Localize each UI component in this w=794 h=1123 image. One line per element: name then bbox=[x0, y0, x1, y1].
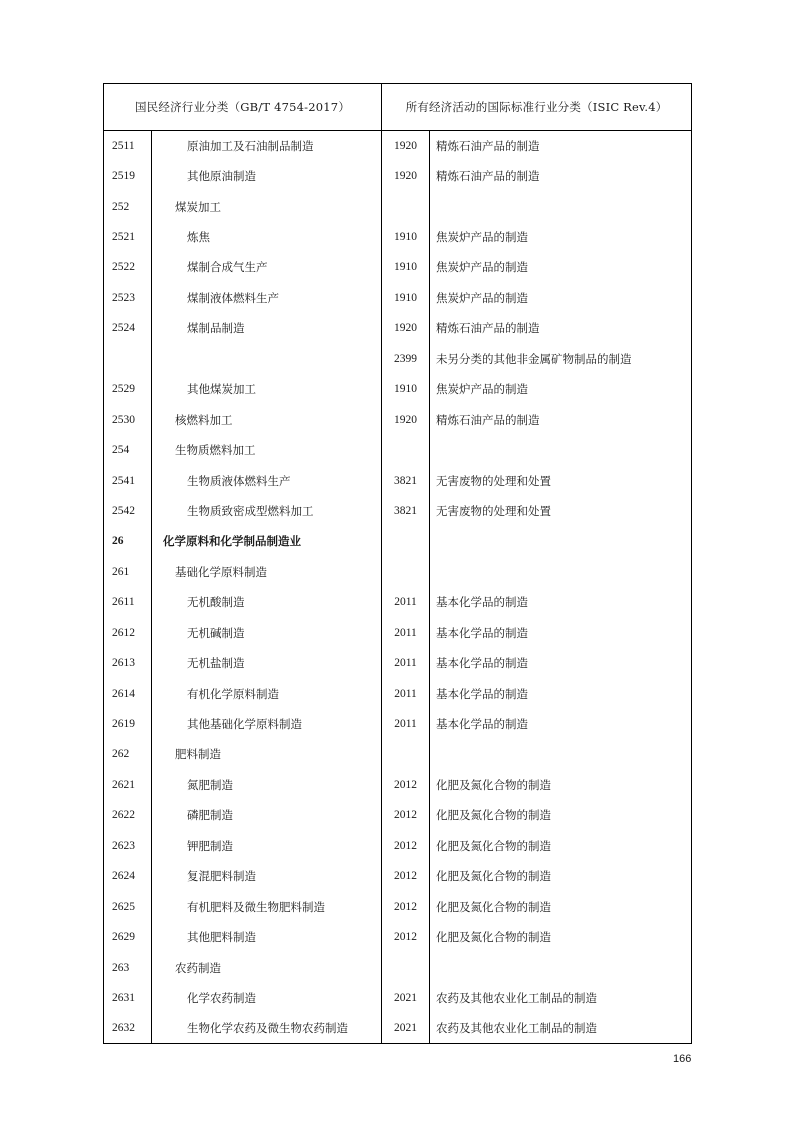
gbt-code: 2530 bbox=[104, 404, 152, 434]
isic-name: 未另分类的其他非金属矿物制品的制造 bbox=[430, 344, 692, 374]
gbt-name: 无机酸制造 bbox=[152, 587, 382, 617]
table-row bbox=[104, 344, 692, 374]
isic-name: 化肥及氮化合物的制造 bbox=[430, 922, 692, 952]
gbt-name: 生物质液体燃料生产 bbox=[152, 465, 382, 495]
isic-code: 2011 bbox=[382, 587, 430, 617]
gbt-name: 钾肥制造 bbox=[152, 831, 382, 861]
table-row bbox=[104, 252, 692, 282]
gbt-code: 2629 bbox=[104, 922, 152, 952]
isic-name: 焦炭炉产品的制造 bbox=[430, 374, 692, 404]
gbt-code: 2612 bbox=[104, 618, 152, 648]
gbt-name: 生物化学农药及微生物农药制造 bbox=[152, 1013, 382, 1043]
gbt-name: 原油加工及石油制品制造 bbox=[152, 131, 382, 161]
isic-name: 精炼石油产品的制造 bbox=[430, 404, 692, 434]
gbt-code: 2613 bbox=[104, 648, 152, 678]
gbt-name: 煤制品制造 bbox=[152, 313, 382, 343]
isic-code: 1910 bbox=[382, 252, 430, 282]
table-row bbox=[104, 404, 692, 434]
gbt-name: 农药制造 bbox=[152, 952, 382, 982]
isic-code: 2011 bbox=[382, 618, 430, 648]
isic-name: 化肥及氮化合物的制造 bbox=[430, 861, 692, 891]
table-row bbox=[104, 313, 692, 343]
gbt-name: 基础化学原料制造 bbox=[152, 557, 382, 587]
isic-name: 精炼石油产品的制造 bbox=[430, 313, 692, 343]
isic-code: 1910 bbox=[382, 374, 430, 404]
gbt-code: 252 bbox=[104, 191, 152, 221]
gbt-name: 煤炭加工 bbox=[152, 191, 382, 221]
gbt-name: 其他肥料制造 bbox=[152, 922, 382, 952]
gbt-code: 2529 bbox=[104, 374, 152, 404]
table-row bbox=[104, 770, 692, 800]
table-row bbox=[104, 161, 692, 191]
isic-code: 2012 bbox=[382, 831, 430, 861]
gbt-name bbox=[152, 344, 382, 374]
table-row bbox=[104, 678, 692, 708]
isic-name: 基本化学品的制造 bbox=[430, 618, 692, 648]
table-row bbox=[104, 283, 692, 313]
isic-name: 焦炭炉产品的制造 bbox=[430, 283, 692, 313]
gbt-name: 无机碱制造 bbox=[152, 618, 382, 648]
gbt-code: 2614 bbox=[104, 678, 152, 708]
gbt-code: 2619 bbox=[104, 709, 152, 739]
gbt-code: 2521 bbox=[104, 222, 152, 252]
gbt-name: 其他基础化学原料制造 bbox=[152, 709, 382, 739]
table-row bbox=[104, 618, 692, 648]
table-body bbox=[104, 131, 692, 1044]
isic-code: 2012 bbox=[382, 922, 430, 952]
gbt-name: 肥料制造 bbox=[152, 739, 382, 769]
gbt-code: 2541 bbox=[104, 465, 152, 495]
gbt-name: 氮肥制造 bbox=[152, 770, 382, 800]
isic-name: 化肥及氮化合物的制造 bbox=[430, 891, 692, 921]
table-row bbox=[104, 557, 692, 587]
isic-code bbox=[382, 435, 430, 465]
gbt-name: 煤制合成气生产 bbox=[152, 252, 382, 282]
gbt-name: 其他煤炭加工 bbox=[152, 374, 382, 404]
isic-code: 1920 bbox=[382, 313, 430, 343]
gbt-name: 煤制液体燃料生产 bbox=[152, 283, 382, 313]
gbt-name: 生物质燃料加工 bbox=[152, 435, 382, 465]
table-row bbox=[104, 861, 692, 891]
gbt-name: 化学原料和化学制品制造业 bbox=[152, 526, 382, 556]
isic-code bbox=[382, 557, 430, 587]
gbt-code: 2524 bbox=[104, 313, 152, 343]
gbt-name: 化学农药制造 bbox=[152, 983, 382, 1013]
header-isic: 所有经济活动的国际标准行业分类（ISIC Rev.4） bbox=[382, 84, 692, 131]
isic-code: 2012 bbox=[382, 770, 430, 800]
isic-code: 1910 bbox=[382, 222, 430, 252]
isic-code: 1920 bbox=[382, 131, 430, 161]
gbt-name: 复混肥料制造 bbox=[152, 861, 382, 891]
isic-name: 农药及其他农业化工制品的制造 bbox=[430, 983, 692, 1013]
isic-code: 2021 bbox=[382, 1013, 430, 1043]
gbt-name: 有机肥料及微生物肥料制造 bbox=[152, 891, 382, 921]
isic-code bbox=[382, 952, 430, 982]
table-row bbox=[104, 587, 692, 617]
table-row bbox=[104, 435, 692, 465]
isic-name: 精炼石油产品的制造 bbox=[430, 131, 692, 161]
gbt-code: 2631 bbox=[104, 983, 152, 1013]
isic-name: 化肥及氮化合物的制造 bbox=[430, 800, 692, 830]
gbt-code: 2621 bbox=[104, 770, 152, 800]
gbt-name: 磷肥制造 bbox=[152, 800, 382, 830]
table-row bbox=[104, 831, 692, 861]
isic-code: 2012 bbox=[382, 800, 430, 830]
isic-name bbox=[430, 191, 692, 221]
isic-code bbox=[382, 739, 430, 769]
isic-code: 2011 bbox=[382, 709, 430, 739]
gbt-code: 2624 bbox=[104, 861, 152, 891]
page-number: 166 bbox=[673, 1053, 692, 1065]
gbt-name: 生物质致密成型燃料加工 bbox=[152, 496, 382, 526]
table-header-row bbox=[104, 84, 692, 131]
isic-code: 3821 bbox=[382, 465, 430, 495]
gbt-code: 2523 bbox=[104, 283, 152, 313]
isic-name bbox=[430, 739, 692, 769]
header-gbt: 国民经济行业分类（GB/T 4754-2017） bbox=[104, 84, 382, 131]
table-row bbox=[104, 891, 692, 921]
gbt-code: 2623 bbox=[104, 831, 152, 861]
gbt-name: 炼焦 bbox=[152, 222, 382, 252]
table-row bbox=[104, 374, 692, 404]
gbt-name: 其他原油制造 bbox=[152, 161, 382, 191]
isic-code: 3821 bbox=[382, 496, 430, 526]
gbt-code: 2632 bbox=[104, 1013, 152, 1043]
table-row bbox=[104, 222, 692, 252]
isic-code: 1920 bbox=[382, 161, 430, 191]
isic-name: 基本化学品的制造 bbox=[430, 648, 692, 678]
isic-name: 无害废物的处理和处置 bbox=[430, 465, 692, 495]
isic-code bbox=[382, 526, 430, 556]
isic-name: 无害废物的处理和处置 bbox=[430, 496, 692, 526]
gbt-code: 2611 bbox=[104, 587, 152, 617]
table-row bbox=[104, 983, 692, 1013]
isic-code: 2399 bbox=[382, 344, 430, 374]
gbt-code: 2622 bbox=[104, 800, 152, 830]
isic-name: 基本化学品的制造 bbox=[430, 678, 692, 708]
gbt-code bbox=[104, 344, 152, 374]
gbt-code: 26 bbox=[104, 526, 152, 556]
isic-code: 2012 bbox=[382, 861, 430, 891]
isic-name: 基本化学品的制造 bbox=[430, 587, 692, 617]
table-row bbox=[104, 800, 692, 830]
isic-name: 焦炭炉产品的制造 bbox=[430, 222, 692, 252]
table-row bbox=[104, 952, 692, 982]
isic-name: 精炼石油产品的制造 bbox=[430, 161, 692, 191]
isic-name: 化肥及氮化合物的制造 bbox=[430, 831, 692, 861]
gbt-code: 2511 bbox=[104, 131, 152, 161]
isic-code bbox=[382, 191, 430, 221]
isic-name: 农药及其他农业化工制品的制造 bbox=[430, 1013, 692, 1043]
isic-name bbox=[430, 557, 692, 587]
gbt-code: 2625 bbox=[104, 891, 152, 921]
table-row bbox=[104, 709, 692, 739]
gbt-code: 2522 bbox=[104, 252, 152, 282]
isic-name bbox=[430, 526, 692, 556]
gbt-name: 有机化学原料制造 bbox=[152, 678, 382, 708]
classification-table bbox=[103, 83, 692, 1044]
isic-name: 基本化学品的制造 bbox=[430, 709, 692, 739]
table-row bbox=[104, 526, 692, 556]
table-row bbox=[104, 922, 692, 952]
table-row bbox=[104, 648, 692, 678]
table-row bbox=[104, 191, 692, 221]
gbt-code: 263 bbox=[104, 952, 152, 982]
gbt-code: 2542 bbox=[104, 496, 152, 526]
isic-code: 1920 bbox=[382, 404, 430, 434]
isic-code: 2011 bbox=[382, 648, 430, 678]
isic-name: 焦炭炉产品的制造 bbox=[430, 252, 692, 282]
isic-code: 2012 bbox=[382, 891, 430, 921]
gbt-code: 262 bbox=[104, 739, 152, 769]
isic-name bbox=[430, 952, 692, 982]
table-row bbox=[104, 496, 692, 526]
gbt-code: 2519 bbox=[104, 161, 152, 191]
table-row bbox=[104, 465, 692, 495]
isic-name: 化肥及氮化合物的制造 bbox=[430, 770, 692, 800]
table-row bbox=[104, 739, 692, 769]
gbt-code: 261 bbox=[104, 557, 152, 587]
table-row bbox=[104, 1013, 692, 1043]
isic-code: 2021 bbox=[382, 983, 430, 1013]
gbt-code: 254 bbox=[104, 435, 152, 465]
gbt-name: 核燃料加工 bbox=[152, 404, 382, 434]
isic-name bbox=[430, 435, 692, 465]
isic-code: 2011 bbox=[382, 678, 430, 708]
gbt-name: 无机盐制造 bbox=[152, 648, 382, 678]
table-row bbox=[104, 131, 692, 161]
isic-code: 1910 bbox=[382, 283, 430, 313]
